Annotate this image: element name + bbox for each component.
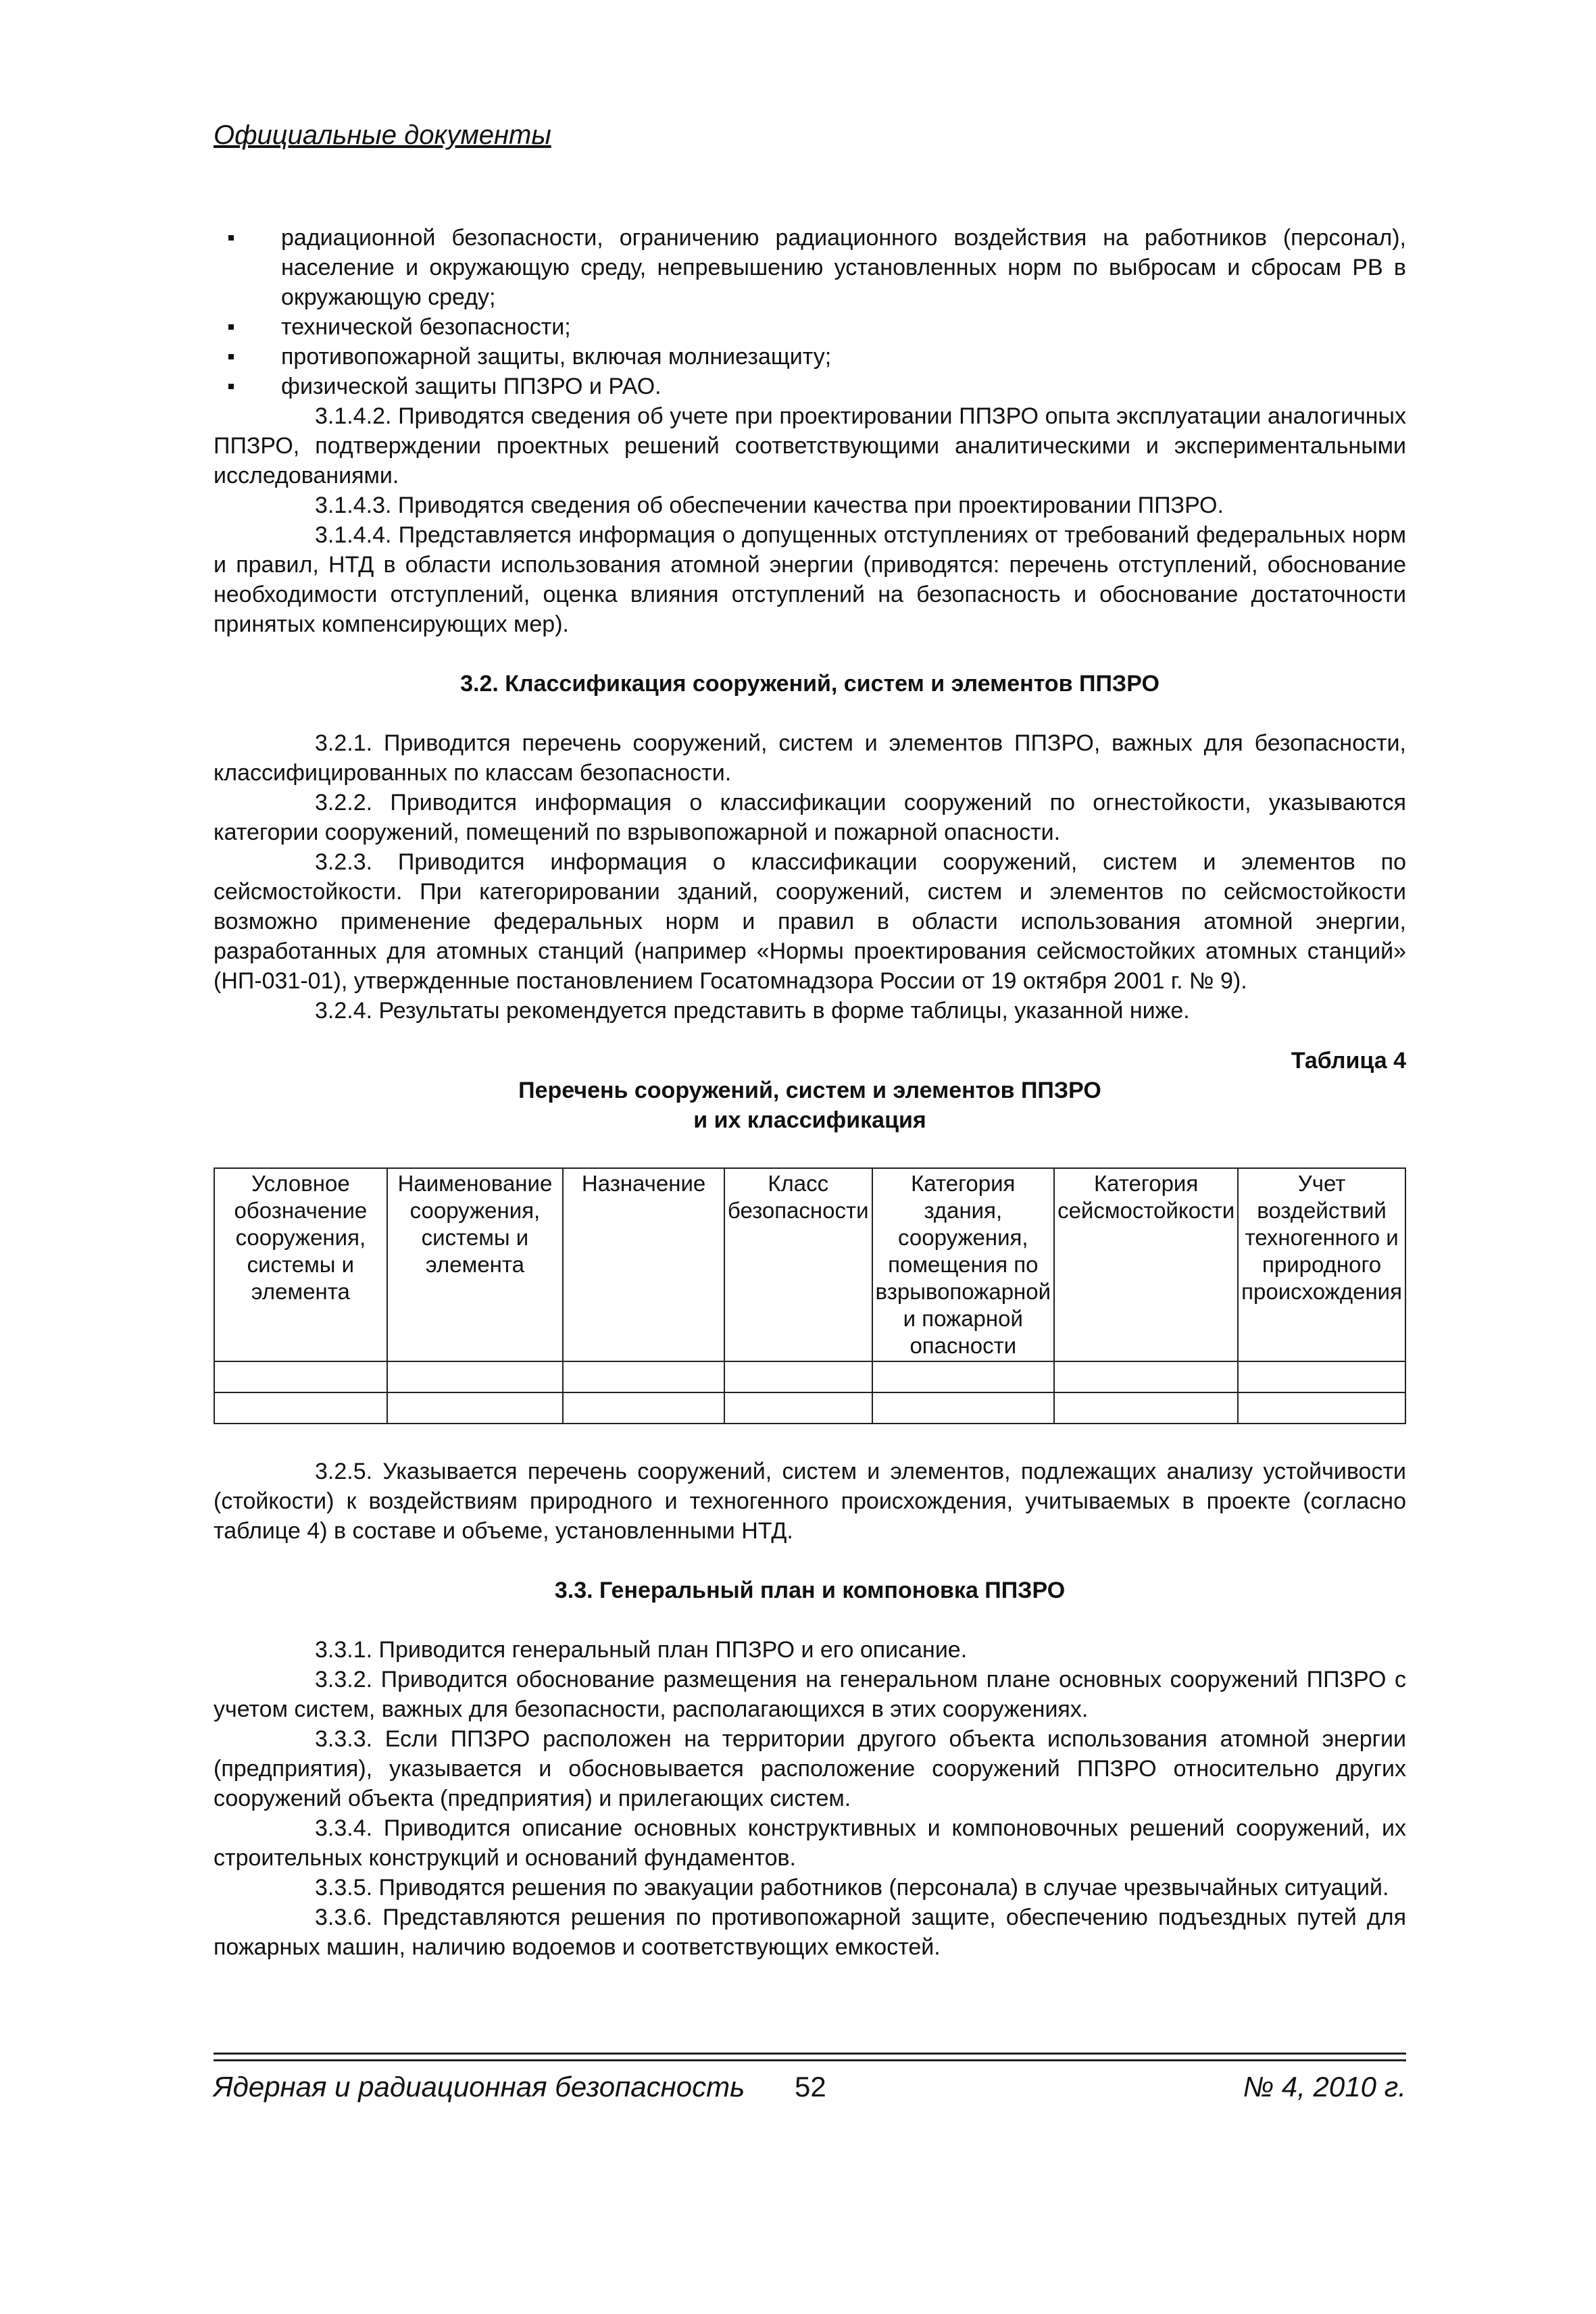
column-header-purpose: Назначение: [563, 1168, 724, 1361]
column-header-fire-category: Категория здания, сооружения, помещения по взрывопожарной и пожарной опасности: [872, 1168, 1055, 1361]
table-cell: [563, 1361, 724, 1392]
table-cell: [1238, 1361, 1405, 1392]
footer-rule-top: [214, 2053, 1406, 2055]
bullet-list: [214, 223, 1406, 401]
paragraph-3-2-4: 3.2.4. Результаты рекомендуется представить в форме таблицы, указанной ниже.: [315, 998, 1190, 1024]
paragraph-3-2-3: 3.2.3. Приводится информация о классификации сооружений, систем и элементов по сейсмостойкости. При категорировании зданий, сооружений, систем и элементов по сейсмостойкости возможно применение федеральных норм и правил в области использования атомной энергии, разработанных для атомных станций (например «Нормы проектирования сейсмостойких атомных станций» (НП-031-01), утвержденные постановлением Госатомнадзора России от 19 октября 2001 г. № 9).: [214, 849, 1406, 994]
table-cell: [872, 1392, 1055, 1424]
table-cell: [1238, 1392, 1405, 1424]
footer-rule-bottom: [214, 2059, 1406, 2061]
table-cell: [214, 1392, 387, 1424]
table-cell: [724, 1361, 872, 1392]
column-header-seismic-category: Категория сейсмостойкости: [1054, 1168, 1238, 1361]
table-cell: [387, 1361, 564, 1392]
list-item: противопожарной защиты, включая молниезащиту;: [281, 342, 1406, 372]
paragraph-3-2-2: 3.2.2. Приводится информация о классификации сооружений по огнестойкости, указываются категории сооружений, помещений по взрывопожарной и пожарной опасности.: [214, 790, 1406, 845]
paragraph-3-1-4-3: 3.1.4.3. Приводятся сведения об обеспечении качества при проектировании ППЗРО.: [315, 493, 1224, 518]
paragraph-3-1-4-2: 3.1.4.2. Приводятся сведения об учете при проектировании ППЗРО опыта эксплуатации аналогичных ППЗРО, подтверждении проектных решений соответствующими аналитическими и экспериментальными исследованиями.: [214, 403, 1406, 488]
paragraph-3-2-1: 3.2.1. Приводится перечень сооружений, систем и элементов ППЗРО, важных для безопасности, классифицированных по классам безопасности.: [214, 730, 1406, 786]
column-header-designation: Условное обозначение сооружения, системы и элемента: [214, 1168, 387, 1361]
table-cell: [1054, 1392, 1238, 1424]
list-item: физической защиты ППЗРО и РАО.: [281, 372, 1406, 401]
table-cell: [1054, 1361, 1238, 1392]
table-caption: Таблица 4: [1291, 1048, 1406, 1074]
section-heading-3-2: 3.2. Классификация сооружений, систем и элементов ППЗРО: [460, 671, 1159, 697]
list-item: технической безопасности;: [281, 312, 1406, 342]
table-title-line-2: и их классификация: [693, 1107, 926, 1133]
journal-title: Ядерная и радиационная безопасность: [214, 2071, 745, 2103]
main-content: [214, 223, 1406, 1962]
list-item: радиационной безопасности, ограничению радиационного воздействия на работников (персонал), население и окружающую среду, непревышению установленных норм по выбросам и сбросам РВ в окружающую среду;: [281, 223, 1406, 312]
paragraph-3-2-5: 3.2.5. Указывается перечень сооружений, систем и элементов, подлежащих анализу устойчивости (стойкости) к воздействиям природного и техногенного происхождения, учитываемых в проекте (согласно таблице 4) в составе и объеме, установленными НТД.: [214, 1459, 1406, 1544]
table-cell: [872, 1361, 1055, 1392]
column-header-impacts: Учет воздействий техногенного и природного происхождения: [1238, 1168, 1405, 1361]
table-header-row: [214, 1168, 1405, 1361]
paragraph-3-3-2: 3.3.2. Приводится обоснование размещения на генеральном плане основных сооружений ППЗРО с учетом систем, важных для безопасности, располагающихся в этих сооружениях.: [214, 1667, 1406, 1722]
table-cell: [214, 1361, 387, 1392]
paragraph-3-3-5: 3.3.5. Приводятся решения по эвакуации работников (персонала) в случае чрезвычайных ситуаций.: [315, 1875, 1389, 1901]
table-title-line-1: Перечень сооружений, систем и элементов ППЗРО: [518, 1078, 1101, 1103]
paragraph-3-3-6: 3.3.6. Представляются решения по противопожарной защите, обеспечению подъездных путей для пожарных машин, наличию водоемов и соответствующих емкостей.: [214, 1905, 1406, 1960]
table-cell: [563, 1392, 724, 1424]
running-header: Официальные документы: [214, 120, 551, 150]
table-cell: [724, 1392, 872, 1424]
paragraph-3-1-4-4: 3.1.4.4. Представляется информация о допущенных отступлениях от требований федеральных норм и правил, НТД в области использования атомной энергии (приводятся: перечень отступлений, обоснование необходимости отступлений, оценка влияния отступлений на безопасность и обоснование достаточности принятых компенсирующих мер).: [214, 522, 1406, 637]
issue-number: № 4, 2010 г.: [1243, 2071, 1406, 2103]
paragraph-3-3-1: 3.3.1. Приводится генеральный план ППЗРО и его описание.: [315, 1637, 968, 1663]
page-number: 52: [795, 2071, 826, 2103]
classification-table: [214, 1167, 1406, 1424]
column-header-safety-class: Класс безопасности: [724, 1168, 872, 1361]
table-row: [214, 1361, 1405, 1392]
paragraph-3-3-3: 3.3.3. Если ППЗРО расположен на территории другого объекта использования атомной энергии (предприятия), указывается и обосновывается расположение сооружений ППЗРО относительно других сооружений объекта (предприятия) и прилегающих систем.: [214, 1726, 1406, 1811]
section-heading-3-3: 3.3. Генеральный план и компоновка ППЗРО: [554, 1578, 1066, 1603]
table-row: [214, 1392, 1405, 1424]
column-header-name: Наименование сооружения, системы и элемента: [387, 1168, 564, 1361]
table-cell: [387, 1392, 564, 1424]
paragraph-3-3-4: 3.3.4. Приводится описание основных конструктивных и компоновочных решений сооружений, их строительных конструкций и оснований фундаментов.: [214, 1815, 1406, 1871]
